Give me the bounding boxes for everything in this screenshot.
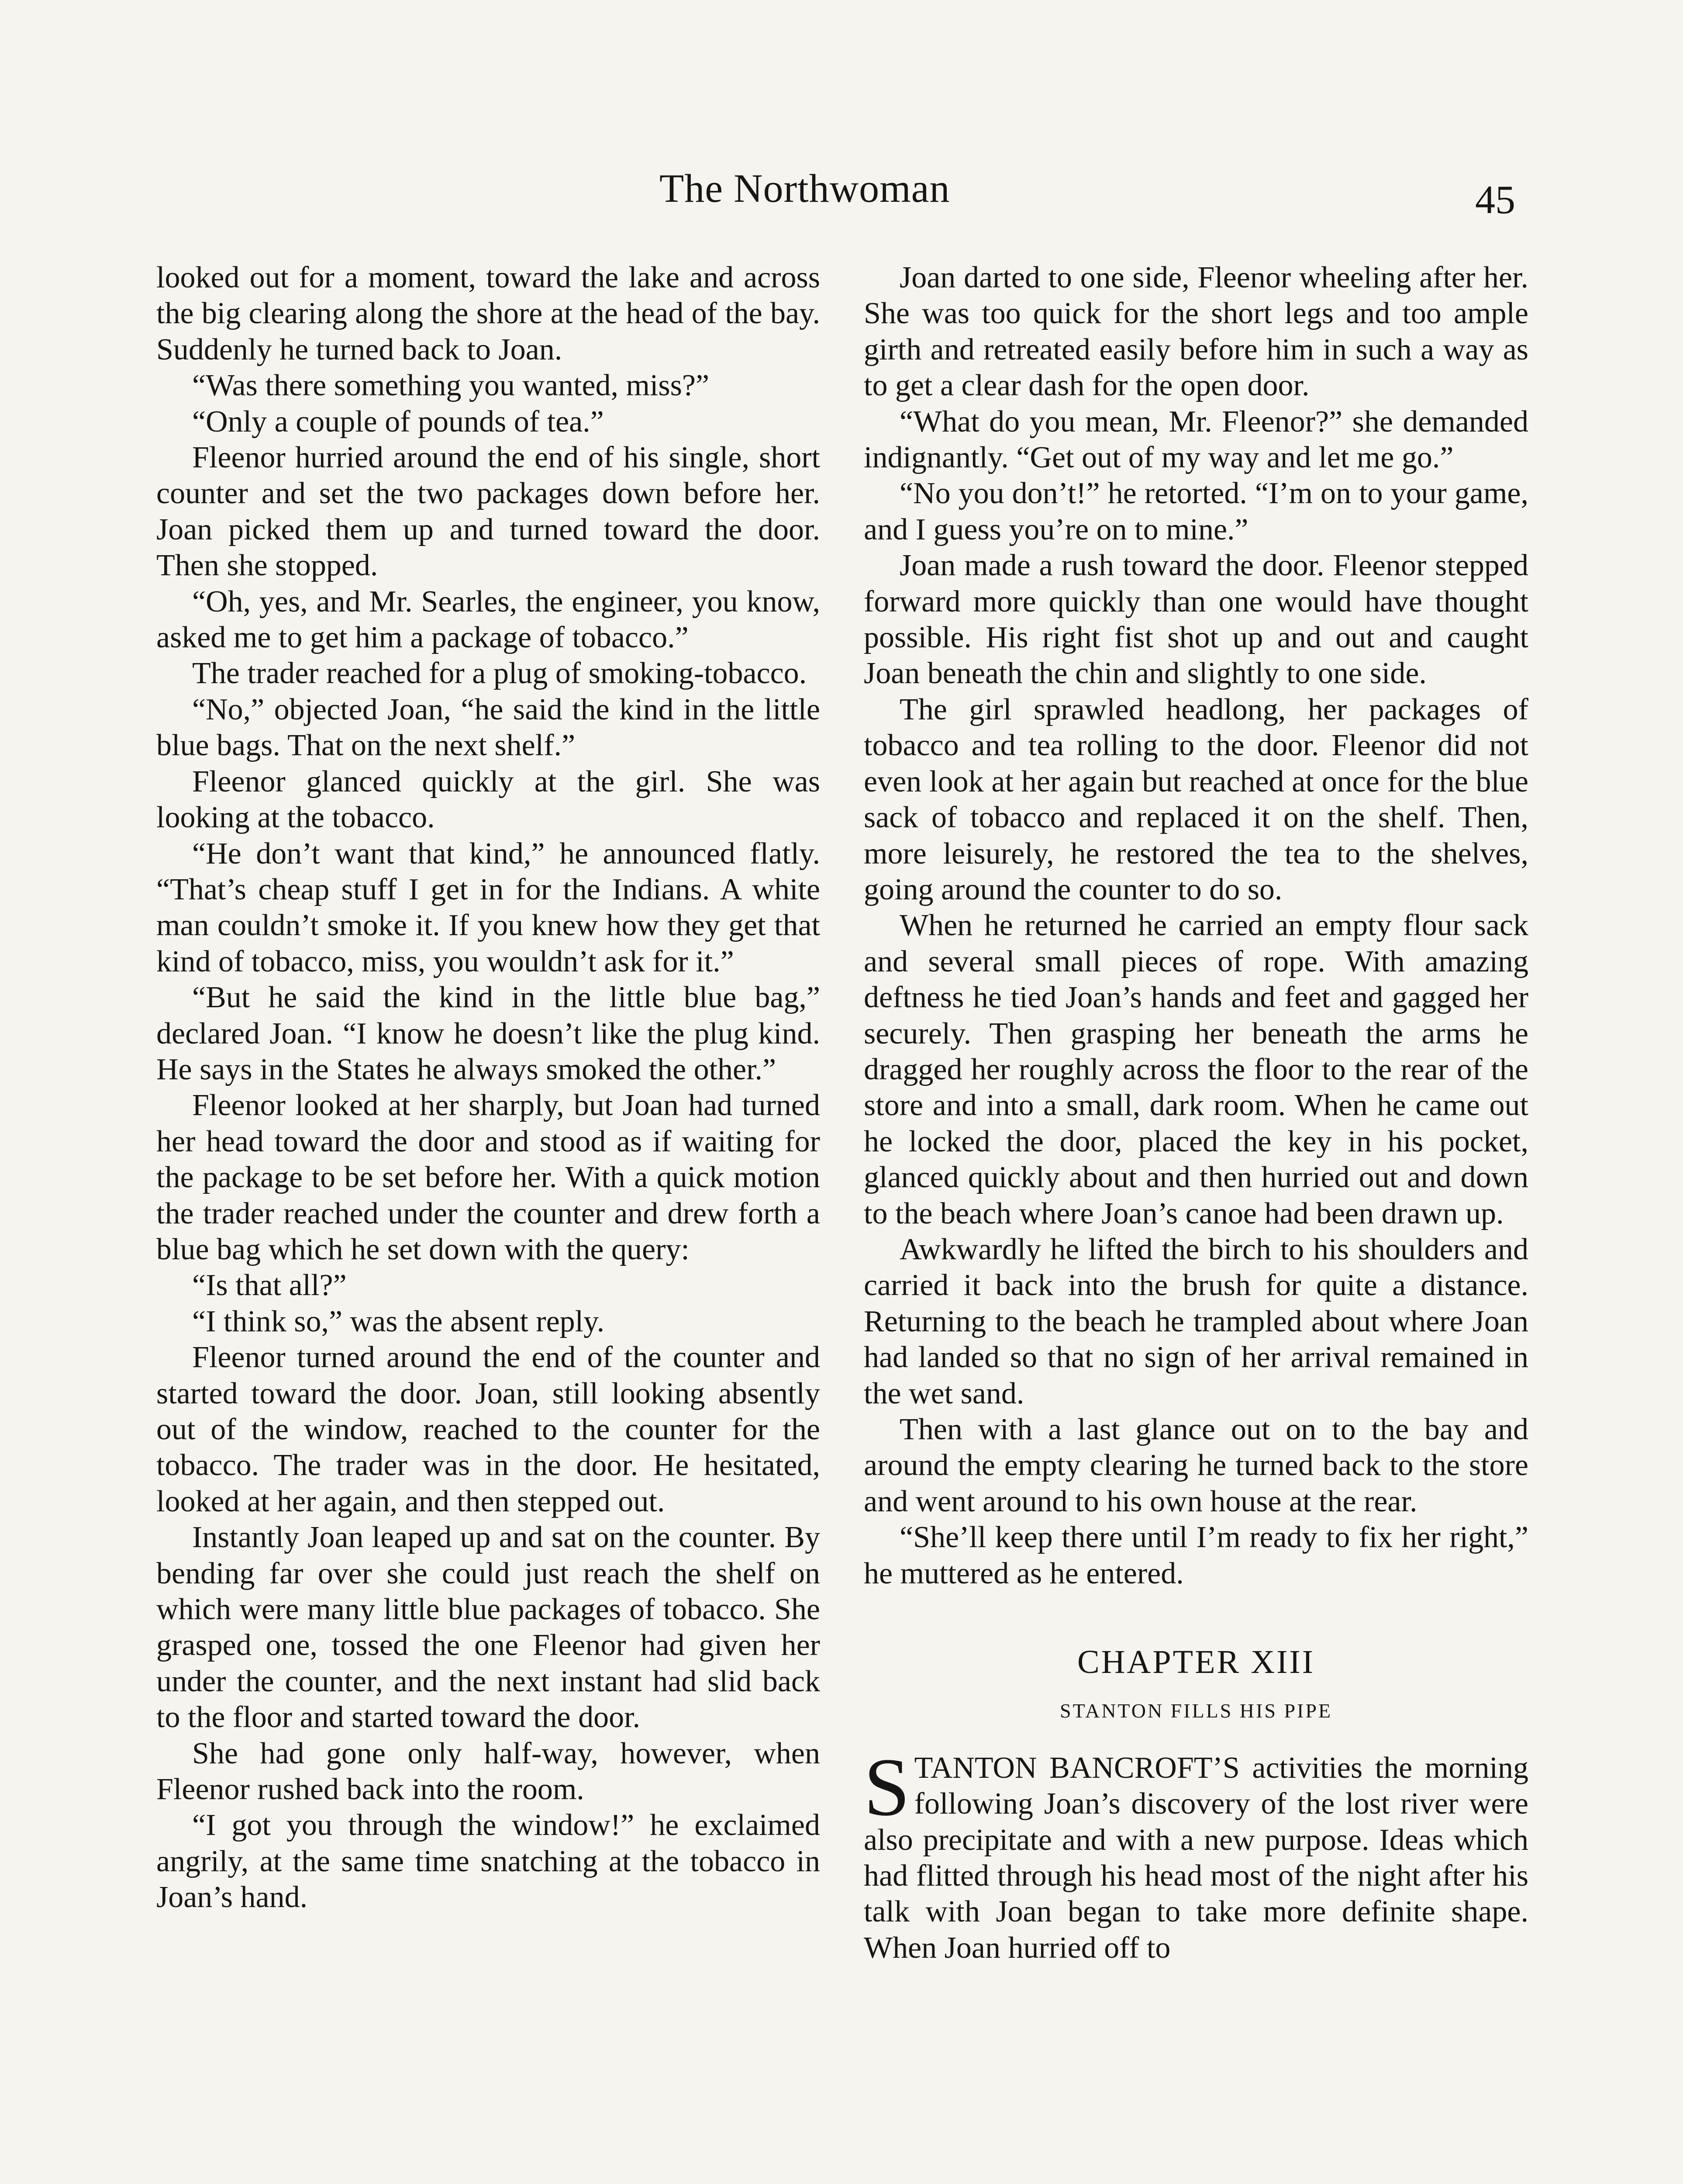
paragraph: “She’ll keep there until I’m ready to fix her right,” he muttered as he entered. xyxy=(864,1521,1528,1590)
drop-cap: S xyxy=(864,1741,910,1833)
paragraph: Fleenor hurried around the end of his single, short counter and set the two packages down before her. Joan picked them up and turned toward the door. Then she stopped. xyxy=(156,441,820,583)
paragraph: She had gone only half-way, however, when Fleenor rushed back into the room. xyxy=(156,1736,820,1807)
paragraph: “He don’t want that kind,” he announced flatly. “That’s cheap stuff I get in for the Indians. A white man couldn’t smoke it. If you knew how they get that kind of tobacco, miss, you wouldn’t ask for it.” xyxy=(156,836,820,978)
paragraph: “What do you mean, Mr. Fleenor?” she demanded indignantly. “Get out of my way and let me go.” xyxy=(864,404,1528,475)
paragraph: “Was there something you wanted, miss?” xyxy=(192,369,710,403)
paragraph: Joan made a rush toward the door. Fleenor stepped forward more quickly than one would have thought possible. His right fist shot up and out and caught Joan beneath the chin and slightly to one side. xyxy=(864,549,1528,691)
paragraph: “Is that all?” xyxy=(192,1268,347,1303)
chapter-title: CHAPTER XIII xyxy=(1077,1644,1315,1681)
paragraph: The girl sprawled headlong, her packages of tobacco and tea rolling to the door. Fleenor did not even look at her again but reached at once for the blue sack of tobacco and replaced it on the shelf. Then, more leisurely, he restored the tea to the shelves, going around the counter to do so. xyxy=(864,692,1528,906)
paragraph: The trader reached for a plug of smoking-tobacco. xyxy=(192,657,807,691)
paragraph: Awkwardly he lifted the birch to his shoulders and carried it back into the brush for quite a distance. Returning to the beach he trampled about where Joan had landed so that no sign of her arrival remained in the wet sand. xyxy=(864,1232,1528,1410)
paragraph: “No you don’t!” he retorted. “I’m on to your game, and I guess you’re on to mine.” xyxy=(864,477,1528,546)
paragraph: looked out for a moment, toward the lake and across the big clearing along the shore at the head of the bay. Suddenly he turned back to Joan. xyxy=(156,261,820,366)
left-text-column xyxy=(156,260,820,1916)
paragraph: Then with a last glance out on to the bay and around the empty clearing he turned back to the store and went around to his own house at the rear. xyxy=(864,1413,1528,1518)
paragraph: Fleenor looked at her sharply, but Joan had turned her head toward the door and stood as if waiting for the package to be set before her. With a quick motion the trader reached under the counter and drew forth a blue bag which he set down with the query: xyxy=(156,1089,820,1266)
paragraph: “But he said the kind in the little blue bag,” declared Joan. “I know he doesn’t like the plug kind. He says in the States he always smoked the other.” xyxy=(156,981,820,1086)
paragraph: “I got you through the window!” he exclaimed angrily, at the same time snatching at the tobacco in Joan’s hand. xyxy=(156,1808,820,1914)
paragraph: “Oh, yes, and Mr. Searles, the engineer, you know, asked me to get him a package of tobacco.” xyxy=(156,584,820,655)
paragraph: “Only a couple of pounds of tea.” xyxy=(192,404,604,439)
paragraph: “I think so,” was the absent reply. xyxy=(192,1304,605,1338)
paragraph: Joan darted to one side, Fleenor wheeling after her. She was too quick for the short legs and too ample girth and retreated easily before him in such a way as to get a clear dash for the open door. xyxy=(864,261,1528,403)
page-number: 45 xyxy=(1475,177,1515,222)
paragraph: Instantly Joan leaped up and sat on the counter. By bending far over she could just reach the shelf on which were many little blue packages of tobacco. She grasped one, tossed the one Fleenor had given her under the counter, and the next instant had slid back to the floor and started toward the door. xyxy=(156,1521,820,1735)
paragraph: Fleenor turned around the end of the counter and started toward the door. Joan, still looking absently out of the window, reached to the counter for the tobacco. The trader was in the door. He hesitated, looked at her again, and then stepped out. xyxy=(156,1341,820,1518)
page-header xyxy=(0,165,1683,231)
chapter-opening-paragraph xyxy=(864,1741,1528,1966)
paragraph: Fleenor glanced quickly at the girl. She was looking at the tobacco. xyxy=(156,764,820,835)
chapter-subtitle: STANTON FILLS HIS PIPE xyxy=(1059,1700,1333,1722)
right-column-paragraphs xyxy=(864,260,1528,1592)
paragraph: When he returned he carried an empty flour sack and several small pieces of rope. With amazing deftness he tied Joan’s hands and feet and gagged her securely. Then grasping her beneath the arms he dragged her roughly across the floor to the rear of the store and into a small, dark room. When he came out he locked the door, placed the key in his pocket, glanced quickly about and then hurried out and down to the beach where Joan’s canoe had been drawn up. xyxy=(864,909,1528,1230)
chapter-opening-text: TANTON BANCROFT’S activities the morning following Joan’s discovery of the lost river were also precipitate and with a new purpose. Ideas which had flitted through his head most of the night after his talk with Joan began to take more definite shape. When Joan hurried off to xyxy=(864,1751,1528,1965)
running-title: The Northwoman xyxy=(659,166,950,211)
paragraph: “No,” objected Joan, “he said the kind in the little blue bags. That on the next shelf.” xyxy=(156,692,820,763)
right-text-column xyxy=(864,260,1528,1966)
